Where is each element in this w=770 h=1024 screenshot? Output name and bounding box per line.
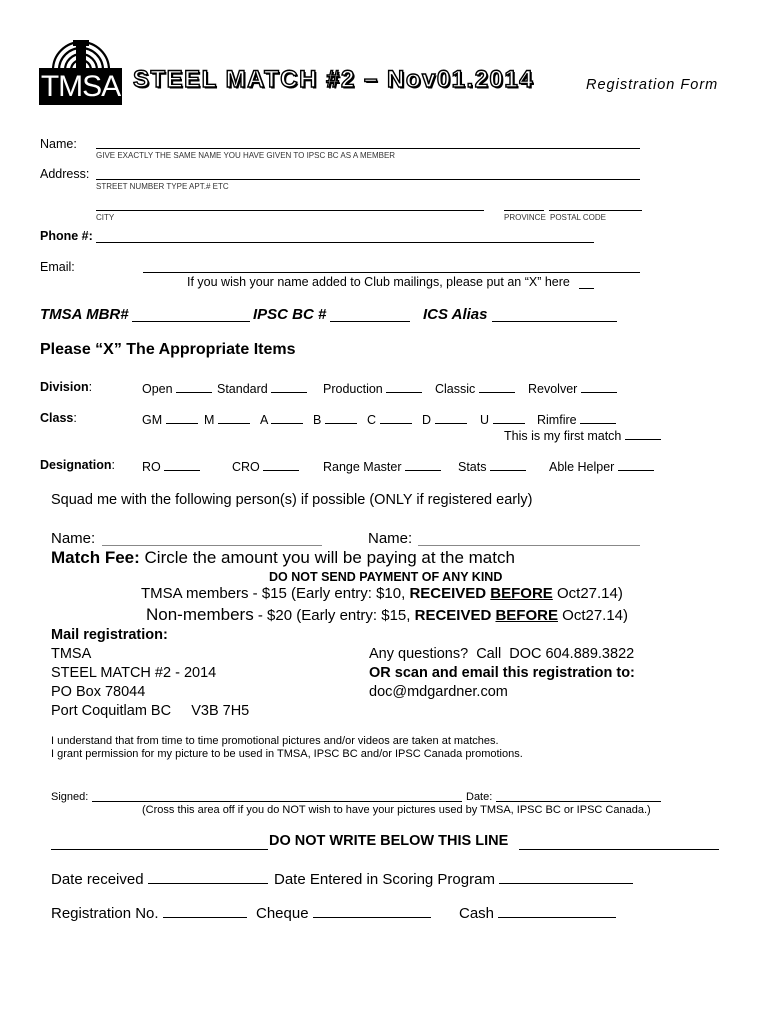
ics-alias-label: ICS Alias <box>423 306 488 323</box>
signed-label: Signed: <box>51 791 89 803</box>
designation-stats[interactable]: Stats <box>458 458 526 474</box>
logo-text: TMSA <box>40 70 121 103</box>
division-revolver[interactable]: Revolver <box>528 380 617 396</box>
city-hint: CITY <box>96 213 115 222</box>
ipsc-bc-label: IPSC BC # <box>253 306 327 323</box>
phone-field[interactable] <box>96 242 594 243</box>
division-standard[interactable]: Standard <box>217 380 307 396</box>
questions-contact: Any questions? Call DOC 604.889.3822 <box>369 646 635 662</box>
form-title: STEEL MATCH #2 – Nov01.2014 <box>133 66 535 93</box>
email-field[interactable] <box>143 272 640 273</box>
designation-label: Designation: <box>40 458 116 472</box>
divider-line-right <box>519 849 719 850</box>
no-payment-notice: DO NOT SEND PAYMENT OF ANY KIND <box>269 570 503 584</box>
date-received-label: Date received <box>51 871 268 888</box>
class-label: Class: <box>40 411 77 425</box>
first-match-option[interactable]: This is my first match <box>504 427 661 443</box>
province-field[interactable] <box>504 210 544 211</box>
mailing-list-checkbox[interactable] <box>579 288 594 289</box>
mail-line-3: PO Box 78044 <box>51 684 146 700</box>
mail-line-1: TMSA <box>51 646 92 662</box>
divider-line-left <box>51 849 268 850</box>
division-classic[interactable]: Classic <box>435 380 515 396</box>
class-u[interactable]: U <box>480 411 525 427</box>
address-hint: STREET NUMBER TYPE APT.# ETC <box>96 182 229 191</box>
name-label: Name: <box>40 137 77 151</box>
phone-label: Phone #: <box>40 229 93 243</box>
class-gm[interactable]: GM <box>142 411 198 427</box>
class-c[interactable]: C <box>367 411 412 427</box>
signature-field[interactable] <box>92 801 462 802</box>
tmsa-mbr-field[interactable] <box>132 321 250 322</box>
postal-code-field[interactable] <box>549 210 642 211</box>
postal-code-hint: POSTAL CODE <box>550 213 607 222</box>
city-field[interactable] <box>96 210 484 211</box>
target-arcs-icon <box>39 26 122 70</box>
squad-name-label-1: Name: <box>51 530 96 547</box>
class-d[interactable]: D <box>422 411 467 427</box>
members-fee: TMSA members - $15 (Early entry: $10, RECEIVED BEFORE Oct27.14) <box>141 585 623 602</box>
squad-text: Squad me with the following person(s) if possible (ONLY if registered early) <box>51 492 533 508</box>
date-entered-label: Date Entered in Scoring Program <box>274 871 633 888</box>
contact-email-link[interactable]: doc@mdgardner.com <box>369 684 508 700</box>
cash-label: Cash <box>459 905 616 922</box>
province-hint: PROVINCE <box>504 213 546 222</box>
cross-off-note: (Cross this area off if you do NOT wish to have your pictures used by TMSA, IPSC BC or IPSC Canada.) <box>142 804 651 816</box>
address-field[interactable] <box>96 179 640 180</box>
date-label: Date: <box>466 791 493 803</box>
form-subtitle: Registration Form <box>586 77 719 93</box>
division-label: Division: <box>40 380 93 394</box>
tmsa-mbr-label: TMSA MBR# <box>40 306 129 323</box>
division-production[interactable]: Production <box>323 380 422 396</box>
match-fee-heading: Match Fee: Circle the amount you will be paying at the match <box>51 548 515 567</box>
registration-no-label: Registration No. <box>51 905 247 922</box>
email-label: Email: <box>40 260 75 274</box>
squad-name-label-2: Name: <box>368 530 413 547</box>
class-m[interactable]: M <box>204 411 250 427</box>
non-members-fee: Non-members - $20 (Early entry: $15, RECEIVED BEFORE Oct27.14) <box>146 605 629 624</box>
date-field[interactable] <box>496 801 661 802</box>
mailing-list-note: If you wish your name added to Club mailings, please put an “X” here <box>187 275 570 289</box>
consent-line-1: I understand that from time to time promotional pictures and/or videos are taken at matches. <box>51 735 499 747</box>
office-use-divider: DO NOT WRITE BELOW THIS LINE <box>269 833 509 849</box>
ics-alias-field[interactable] <box>492 321 617 322</box>
cheque-label: Cheque <box>256 905 431 922</box>
designation-able-helper[interactable]: Able Helper <box>549 458 654 474</box>
items-heading: Please “X” The Appropriate Items <box>40 341 296 358</box>
class-b[interactable]: B <box>313 411 357 427</box>
scan-email-note: OR scan and email this registration to: <box>369 665 635 681</box>
mail-registration-heading: Mail registration: <box>51 627 168 643</box>
squad-name-field-2[interactable] <box>418 545 640 546</box>
name-hint: GIVE EXACTLY THE SAME NAME YOU HAVE GIVEN TO IPSC BC AS A MEMBER <box>96 151 396 160</box>
class-a[interactable]: A <box>260 411 303 427</box>
consent-line-2: I grant permission for my picture to be used in TMSA, IPSC BC and/or IPSC Canada promotions. <box>51 748 523 760</box>
name-field[interactable] <box>96 148 640 149</box>
address-label: Address: <box>40 167 90 181</box>
squad-name-field-1[interactable] <box>102 545 322 546</box>
class-rimfire[interactable]: Rimfire <box>537 411 616 427</box>
mail-line-2: STEEL MATCH #2 - 2014 <box>51 665 217 681</box>
designation-ro[interactable]: RO <box>142 458 200 474</box>
logo <box>39 68 122 105</box>
division-open[interactable]: Open <box>142 380 212 396</box>
ipsc-bc-field[interactable] <box>330 321 410 322</box>
designation-range-master[interactable]: Range Master <box>323 458 441 474</box>
mail-line-4: Port Coquitlam BC V3B 7H5 <box>51 703 250 719</box>
designation-cro[interactable]: CRO <box>232 458 299 474</box>
